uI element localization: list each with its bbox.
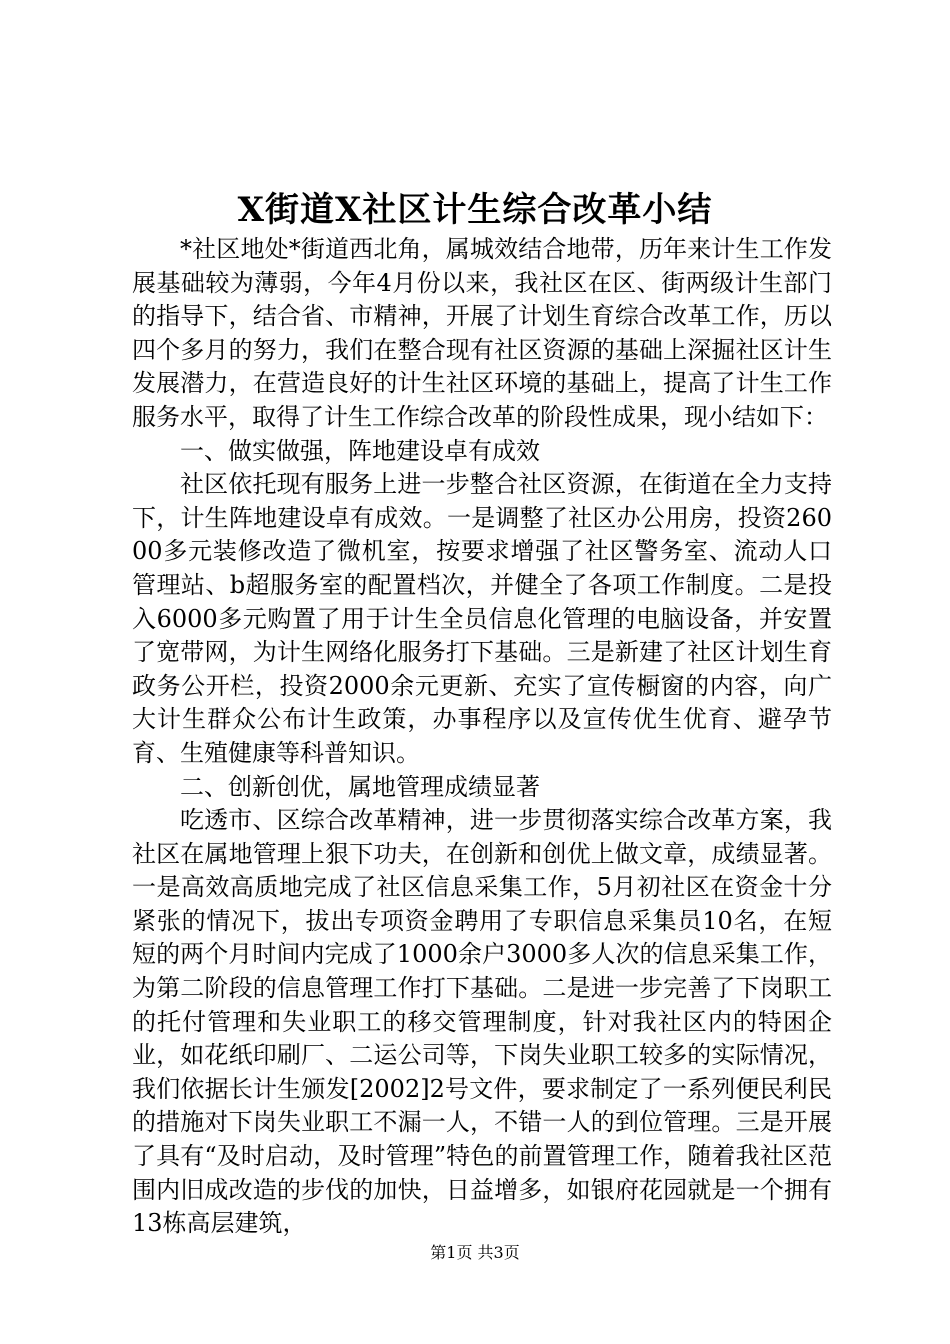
document-body <box>132 233 832 1241</box>
intro-paragraph: *社区地处*街道西北角，属城效结合地带，历年来计生工作发展基础较为薄弱，今年4月份以来，我社区在区、街两级计生部门的指导下，结合省、市精神，开展了计划生育综合改革工作，历以四个多月的努力，我们在整合现有社区资源的基础上深掘社区计生发展潜力，在营造良好的计生社区环境的基础上，提高了计生工作服务水平，取得了计生工作综合改革的阶段性成果，现小结如下： <box>132 235 832 431</box>
section-2-paragraph: 吃透市、区综合改革精神，进一步贯彻落实综合改革方案，我社区在属地管理上狠下功夫，在创新和创优上做文章，成绩显著。一是高效高质地完成了社区信息采集工作，5月初社区在资金十分紧张的情况下，拔出专项资金聘用了专职信息采集员10名，在短短的两个月时间内完成了1000余户3000多人次的信息采集工作，为第二阶段的信息管理工作打下基础。二是进一步完善了下岗职工的托付管理和失业职工的移交管理制度，针对我社区内的特困企业，如花纸印刷厂、二运公司等，下岗失业职工较多的实际情况，我们依据长计生颁发[2002]2号文件，要求制定了一系列便民利民的措施对下岗失业职工不漏一人，不错一人的到位管理。三是开展了具有“及时启动，及时管理”特色的前置管理工作，随着我社区范围内旧成改造的步伐的加快，日益增多，如银府花园就是一个拥有13栋高层建筑， <box>132 806 832 1238</box>
section-1-paragraph: 社区依托现有服务上进一步整合社区资源，在街道在全力支持下，计生阵地建设卓有成效。一是调整了社区办公用房，投资26000多元装修改造了微机室，按要求增强了社区警务室、流动人口管理站、b超服务室的配置档次，并健全了各项工作制度。二是投入6000多元购置了用于计生全员信息化管理的电脑设备，并安置了宽带网，为计生网络化服务打下基础。三是新建了社区计划生育政务公开栏，投资2000余元更新、充实了宣传橱窗的内容，向广大计生群众公布计生政策，办事程序以及宣传优生优育、避孕节育、生殖健康等科普知识。 <box>132 470 832 767</box>
document-title: X街道X社区计生综合改革小结 <box>237 190 713 230</box>
page-footer: 第1页 共3页 <box>430 1243 520 1262</box>
section-2-heading: 二、创新创优，属地管理成绩显著 <box>180 772 540 801</box>
section-1-heading: 一、做实做强，阵地建设卓有成效 <box>180 436 540 465</box>
